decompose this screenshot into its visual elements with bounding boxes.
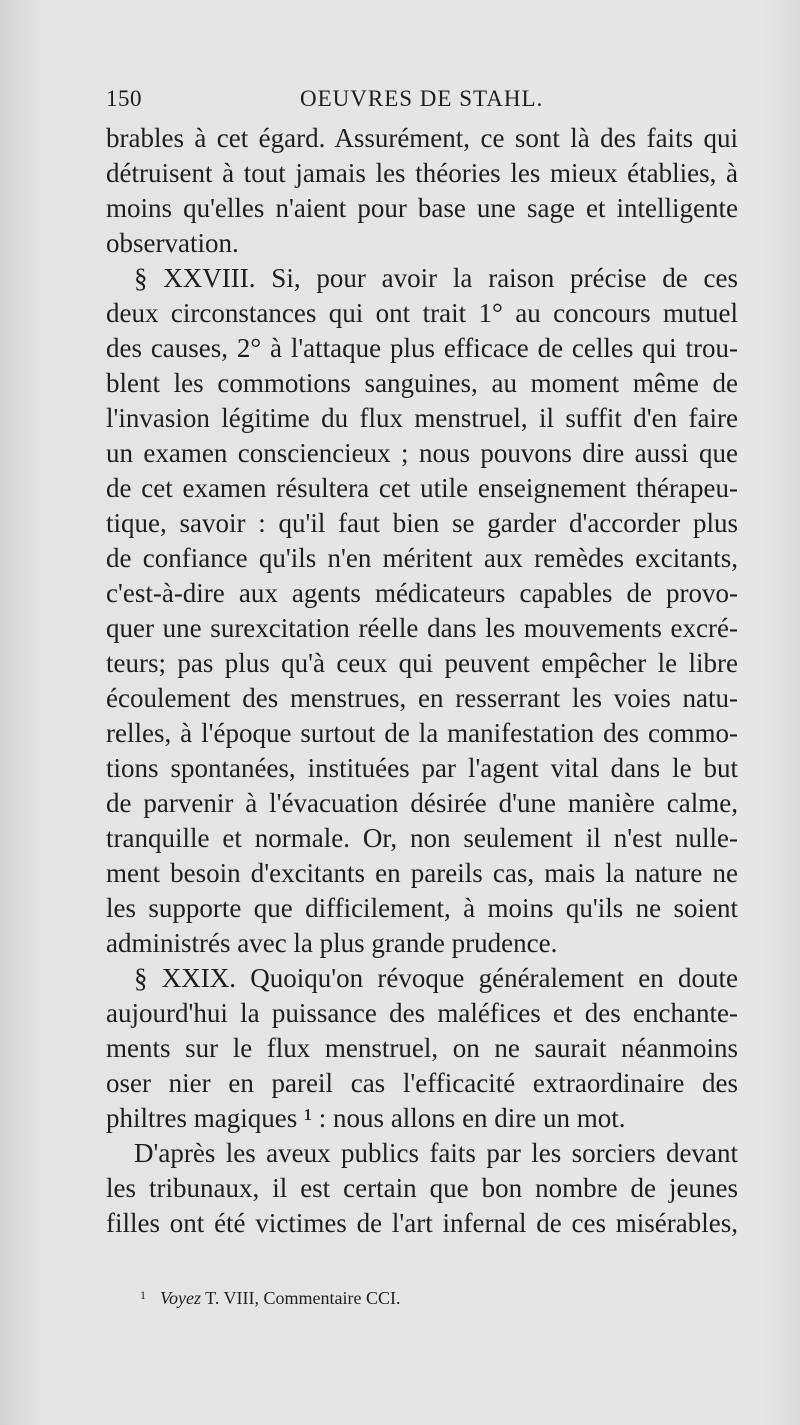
footnote-mark: 1 [140, 1288, 146, 1302]
text-line: aujourd'hui la puissance des maléfices et des enchante- [106, 998, 738, 1028]
text-line: ments sur le flux menstruel, on ne saurait néanmoins [106, 1033, 738, 1063]
text-line: deux circonstances qui ont trait 1° au concours mutuel [106, 298, 738, 328]
text-line: teurs; pas plus qu'à ceux qui peuvent empêcher le libre [106, 648, 738, 678]
page-header [106, 86, 726, 116]
text-line: quer une surexcitation réelle dans les mouvements excré- [106, 613, 738, 643]
text-line: tions spontanées, instituées par l'agent vital dans le but [106, 753, 738, 783]
text-line: les supporte que difficilement, à moins qu'ils ne soient [106, 893, 738, 923]
text-line: ment besoin d'excitants en pareils cas, mais la nature ne [106, 858, 738, 888]
footnote [140, 1288, 400, 1309]
text-line: l'invasion légitime du flux menstruel, il suffit d'en faire [106, 403, 738, 433]
section-heading-line: § XXVIII. Si, pour avoir la raison précise de ces [134, 263, 738, 293]
text-line: philtres magiques ¹ : nous allons en dire un mot. [106, 1103, 626, 1133]
text-line: de confiance qu'ils n'en méritent aux remèdes excitants, [106, 543, 738, 573]
text-line: administrés avec la plus grande prudence. [106, 928, 558, 958]
footnote-italic: Voyez [160, 1288, 201, 1308]
text-line: les tribunaux, il est certain que bon nombre de jeunes [106, 1173, 738, 1203]
text-line: des causes, 2° à l'attaque plus efficace de celles qui trou- [106, 333, 738, 363]
text-line: tranquille et normale. Or, non seulement il n'est nulle- [106, 823, 738, 853]
text-line: relles, à l'époque surtout de la manifestation des commo- [106, 718, 738, 748]
text-line: détruisent à tout jamais les théories les mieux établies, à [106, 158, 738, 188]
text-line: un examen consciencieux ; nous pouvons dire aussi que [106, 438, 738, 468]
text-line: c'est-à-dire aux agents médicateurs capables de provo- [106, 578, 738, 608]
text-line: de parvenir à l'évacuation désirée d'une manière calme, [106, 788, 738, 818]
text-line: observation. [106, 228, 239, 258]
text-line: brables à cet égard. Assurément, ce sont là des faits qui [106, 123, 738, 153]
text-line: de cet examen résultera cet utile enseignement thérapeu- [106, 473, 738, 503]
footnote-text: T. VIII, Commentaire CCI. [205, 1288, 401, 1308]
text-line: oser nier en pareil cas l'efficacité extraordinaire des [106, 1068, 738, 1098]
text-line: moins qu'elles n'aient pour base une sage et intelligente [106, 193, 738, 223]
body-text [106, 121, 738, 1241]
text-line: D'après les aveux publics faits par les sorciers devant [134, 1138, 738, 1168]
running-title: OEUVRES DE STAHL. [300, 86, 544, 111]
section-heading-line: § XXIX. Quoiqu'on révoque généralement en doute [134, 963, 738, 993]
text-line: écoulement des menstrues, en resserrant les voies natu- [106, 683, 738, 713]
text-line: blent les commotions sanguines, au moment même de [106, 368, 738, 398]
text-line: filles ont été victimes de l'art infernal de ces misérables, [106, 1208, 738, 1238]
text-line: tique, savoir : qu'il faut bien se garder d'accorder plus [106, 508, 738, 538]
page-number: 150 [106, 86, 142, 111]
